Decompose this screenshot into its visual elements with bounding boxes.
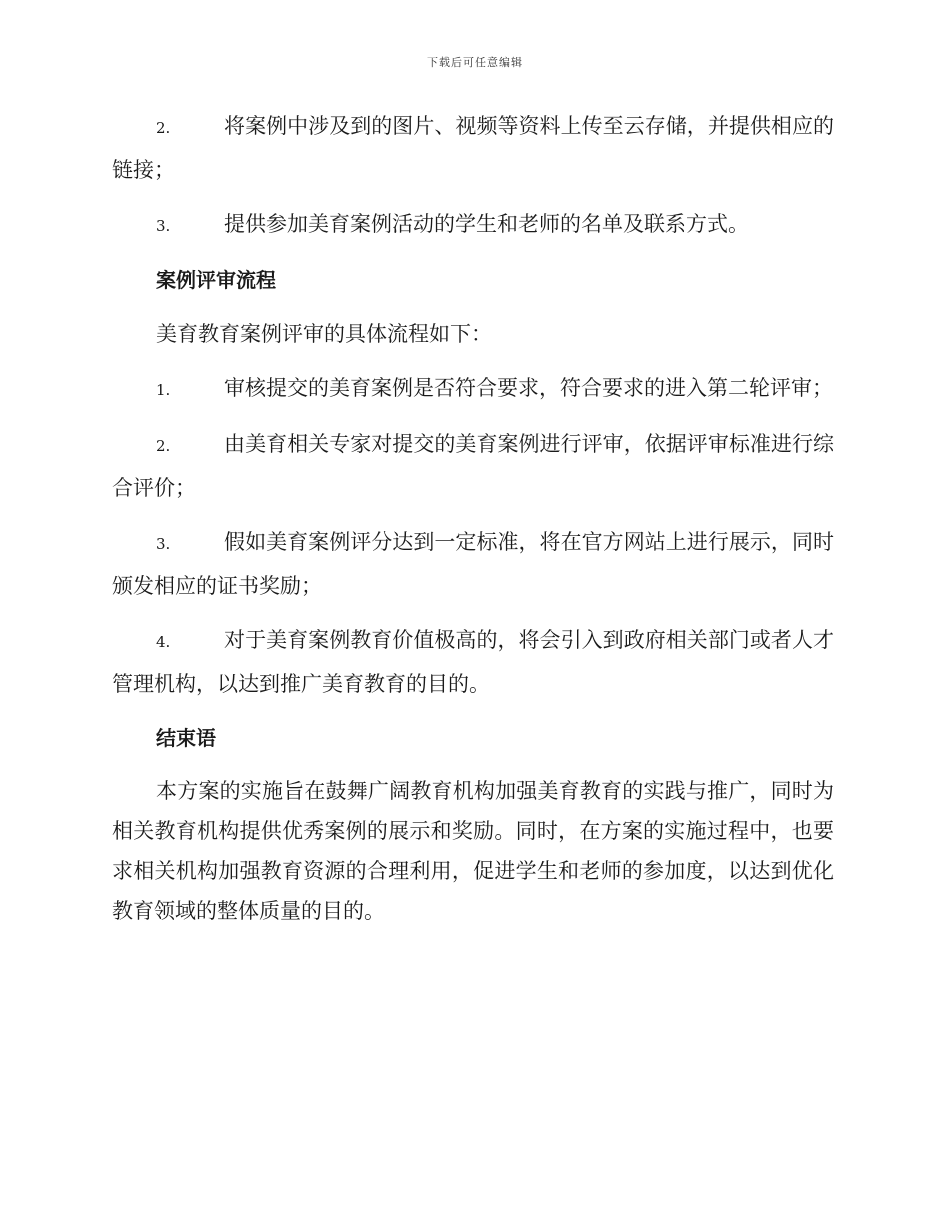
list-item-number: 3. bbox=[156, 217, 171, 235]
document-body bbox=[112, 105, 834, 943]
list-item-number: 2. bbox=[156, 437, 171, 455]
list-item-text: 将案例中涉及到的图片、视频等资料上传至云存储，并提供相应的链接； bbox=[112, 114, 834, 182]
list-item bbox=[112, 619, 834, 705]
section-heading-review: 案例评审流程 bbox=[156, 268, 276, 292]
list-item-text: 对于美育案例教育价值极高的，将会引入到政府相关部门或者人才管理机构，以达到推广美育教育的目的。 bbox=[112, 628, 834, 696]
list-item bbox=[112, 105, 834, 191]
list-item-text: 由美育相关专家对提交的美育案例进行评审，依据评审标准进行综合评价； bbox=[112, 432, 834, 500]
list-item bbox=[112, 521, 834, 607]
list-item-number: 1. bbox=[156, 381, 171, 399]
list-item-number: 4. bbox=[156, 633, 171, 651]
conclusion-paragraph: 本方案的实施旨在鼓舞广阔教育机构加强美育教育的实践与推广，同时为相关教育机构提供优秀案例的展示和奖励。同时，在方案的实施过程中，也要求相关机构加强教育资源的合理利用，促进学生和老师的参加度，以达到优化教育领域的整体质量的目的。 bbox=[112, 779, 834, 923]
list-item-number: 3. bbox=[156, 535, 171, 553]
list-item bbox=[112, 203, 834, 247]
page-header: 下载后可任意编辑 bbox=[427, 56, 523, 69]
section-heading-conclusion: 结束语 bbox=[156, 726, 216, 750]
list-item-text: 提供参加美育案例活动的学生和老师的名单及联系方式。 bbox=[224, 212, 749, 236]
list-item bbox=[112, 367, 834, 411]
list-item-text: 假如美育案例评分达到一定标准，将在官方网站上进行展示，同时颁发相应的证书奖励； bbox=[112, 530, 834, 598]
list-item bbox=[112, 423, 834, 509]
list-item-text: 审核提交的美育案例是否符合要求，符合要求的进入第二轮评审； bbox=[224, 376, 833, 400]
list-item-number: 2. bbox=[156, 119, 171, 137]
review-intro: 美育教育案例评审的具体流程如下： bbox=[156, 322, 492, 346]
